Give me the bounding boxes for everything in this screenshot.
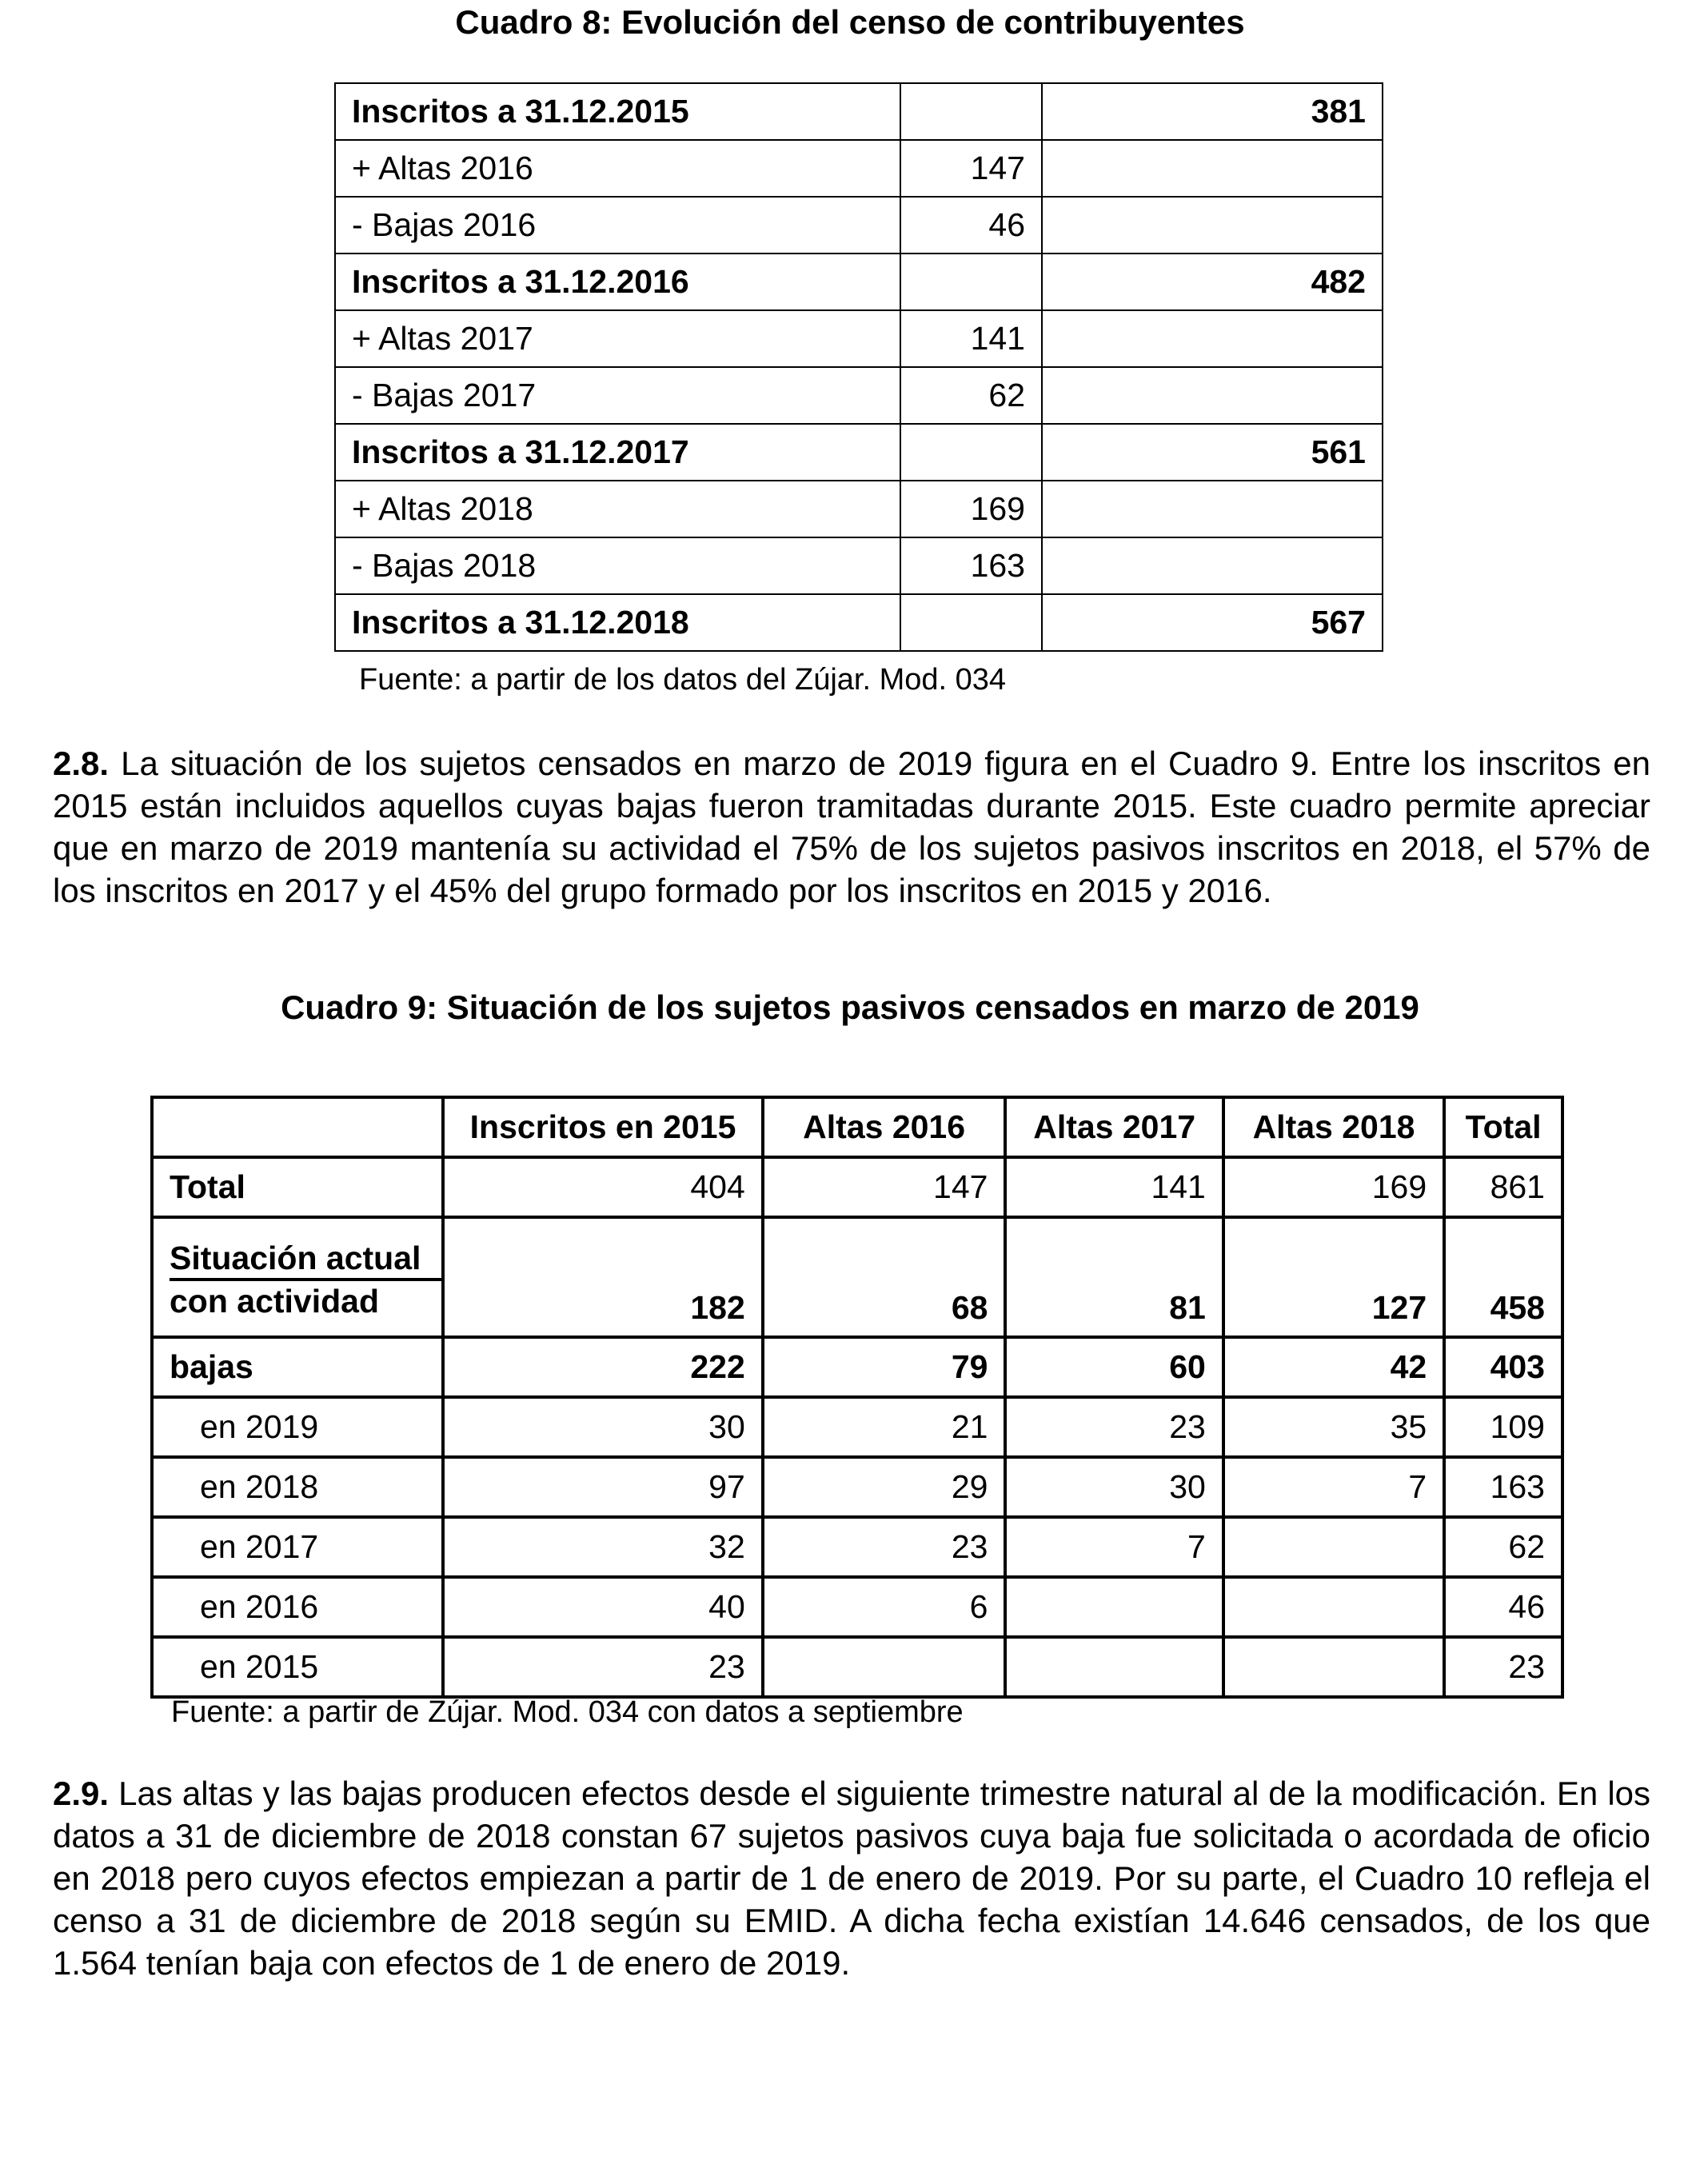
table-cell: 42 bbox=[1223, 1337, 1444, 1397]
table-cell: 32 bbox=[443, 1517, 762, 1577]
table-cell: 7 bbox=[1223, 1457, 1444, 1517]
table-cell: 46 bbox=[1444, 1577, 1562, 1637]
cuadro8-table bbox=[334, 82, 1383, 652]
header-cell: Altas 2016 bbox=[763, 1097, 1006, 1157]
table-cell bbox=[900, 594, 1042, 651]
table-cell: 141 bbox=[900, 310, 1042, 367]
table-cell bbox=[763, 1637, 1006, 1697]
table-cell: 169 bbox=[1223, 1157, 1444, 1217]
table-row-bajas bbox=[152, 1337, 1562, 1397]
table-row bbox=[335, 197, 1383, 254]
row-label: en 2015 bbox=[152, 1637, 443, 1697]
table-cell bbox=[1042, 537, 1383, 594]
row-label: en 2016 bbox=[152, 1577, 443, 1637]
row-label-line: con actividad bbox=[170, 1283, 380, 1320]
cuadro9-table bbox=[150, 1096, 1564, 1699]
row-label: - Bajas 2016 bbox=[335, 197, 900, 254]
table-cell: 7 bbox=[1005, 1517, 1223, 1577]
row-label: + Altas 2017 bbox=[335, 310, 900, 367]
table-cell: 381 bbox=[1042, 83, 1383, 140]
cuadro9-title: Cuadro 9: Situación de los sujetos pasivos censados en marzo de 2019 bbox=[281, 988, 1419, 1026]
paragraph-2-8 bbox=[53, 742, 1650, 912]
row-label: bajas bbox=[152, 1337, 443, 1397]
table-cell: 68 bbox=[763, 1217, 1006, 1337]
row-label-line: Situación actual bbox=[170, 1238, 445, 1281]
table-cell: 147 bbox=[900, 140, 1042, 197]
table-cell: 182 bbox=[443, 1217, 762, 1337]
table-row bbox=[335, 594, 1383, 651]
table-row bbox=[335, 310, 1383, 367]
table-cell bbox=[900, 254, 1042, 310]
row-label: Total bbox=[152, 1157, 443, 1217]
table-row bbox=[152, 1457, 1562, 1517]
table-cell: 30 bbox=[443, 1397, 762, 1457]
cuadro8-source: Fuente: a partir de los datos del Zújar. Mod. 034 bbox=[359, 663, 1007, 697]
table-cell bbox=[1005, 1637, 1223, 1697]
paragraph-2-9 bbox=[53, 1772, 1650, 1984]
table-cell: 46 bbox=[900, 197, 1042, 254]
table-cell bbox=[1042, 481, 1383, 537]
table-row bbox=[152, 1577, 1562, 1637]
table-cell: 21 bbox=[763, 1397, 1006, 1457]
table-cell: 147 bbox=[763, 1157, 1006, 1217]
table-cell: 23 bbox=[763, 1517, 1006, 1577]
table-cell bbox=[1042, 310, 1383, 367]
row-label: en 2017 bbox=[152, 1517, 443, 1577]
table-cell: 35 bbox=[1223, 1397, 1444, 1457]
table-header-row bbox=[152, 1097, 1562, 1157]
table-row bbox=[335, 537, 1383, 594]
header-cell bbox=[152, 1097, 443, 1157]
row-label: + Altas 2016 bbox=[335, 140, 900, 197]
row-label: - Bajas 2018 bbox=[335, 537, 900, 594]
table-row bbox=[335, 83, 1383, 140]
table-cell: 561 bbox=[1042, 424, 1383, 481]
header-cell: Altas 2018 bbox=[1223, 1097, 1444, 1157]
table-cell: 81 bbox=[1005, 1217, 1223, 1337]
cuadro9-source: Fuente: a partir de Zújar. Mod. 034 con datos a septiembre bbox=[171, 1695, 964, 1729]
table-cell: 222 bbox=[443, 1337, 762, 1397]
table-cell: 6 bbox=[763, 1577, 1006, 1637]
table-row bbox=[335, 254, 1383, 310]
table-cell: 60 bbox=[1005, 1337, 1223, 1397]
table-cell bbox=[1042, 140, 1383, 197]
row-label: Inscritos a 31.12.2015 bbox=[335, 83, 900, 140]
table-cell: 62 bbox=[1444, 1517, 1562, 1577]
row-label-situacion bbox=[152, 1217, 443, 1337]
table-cell: 163 bbox=[1444, 1457, 1562, 1517]
table-cell: 127 bbox=[1223, 1217, 1444, 1337]
table-cell: 404 bbox=[443, 1157, 762, 1217]
row-label: Inscritos a 31.12.2018 bbox=[335, 594, 900, 651]
table-cell: 567 bbox=[1042, 594, 1383, 651]
table-cell: 97 bbox=[443, 1457, 762, 1517]
header-cell: Inscritos en 2015 bbox=[443, 1097, 762, 1157]
table-row bbox=[335, 481, 1383, 537]
row-label: en 2019 bbox=[152, 1397, 443, 1457]
table-cell: 23 bbox=[1444, 1637, 1562, 1697]
table-cell bbox=[1223, 1517, 1444, 1577]
table-cell bbox=[900, 424, 1042, 481]
table-row bbox=[152, 1517, 1562, 1577]
table-cell: 29 bbox=[763, 1457, 1006, 1517]
row-label: Inscritos a 31.12.2017 bbox=[335, 424, 900, 481]
paragraph-number: 2.8. bbox=[53, 745, 110, 782]
paragraph-number: 2.9. bbox=[53, 1775, 110, 1812]
row-label: en 2018 bbox=[152, 1457, 443, 1517]
header-cell: Altas 2017 bbox=[1005, 1097, 1223, 1157]
table-cell: 30 bbox=[1005, 1457, 1223, 1517]
table-row bbox=[152, 1637, 1562, 1697]
table-cell: 403 bbox=[1444, 1337, 1562, 1397]
table-cell bbox=[1042, 367, 1383, 424]
table-row bbox=[152, 1397, 1562, 1457]
cuadro8-title: Cuadro 8: Evolución del censo de contribuyentes bbox=[455, 3, 1245, 41]
table-row-total bbox=[152, 1157, 1562, 1217]
table-cell: 109 bbox=[1444, 1397, 1562, 1457]
table-row bbox=[335, 140, 1383, 197]
table-cell: 141 bbox=[1005, 1157, 1223, 1217]
table-cell: 23 bbox=[1005, 1397, 1223, 1457]
table-cell bbox=[1042, 197, 1383, 254]
table-row-actividad bbox=[152, 1217, 1562, 1337]
row-label: - Bajas 2017 bbox=[335, 367, 900, 424]
table-cell bbox=[1223, 1637, 1444, 1697]
table-row bbox=[335, 367, 1383, 424]
table-cell: 458 bbox=[1444, 1217, 1562, 1337]
header-cell: Total bbox=[1444, 1097, 1562, 1157]
paragraph-text: Las altas y las bajas producen efectos desde el siguiente trimestre natural al de la modificación. En los datos a 31 de diciembre de 2018 constan 67 sujetos pasivos cuya baja fue solicitada o acordada de oficio en 2018 pero cuyos efectos empiezan a partir de 1 de enero de 2019. Por su parte, el Cuadro 10 refleja el censo a 31 de diciembre de 2018 según su EMID. A dicha fecha existían 14.646 censados, de los que 1.564 tenían baja con efectos de 1 de enero de 2019. bbox=[53, 1775, 1651, 1982]
row-label: Inscritos a 31.12.2016 bbox=[335, 254, 900, 310]
table-cell: 169 bbox=[900, 481, 1042, 537]
paragraph-text: La situación de los sujetos censados en marzo de 2019 figura en el Cuadro 9. Entre los inscritos en 2015 están incluidos aquellos cuyas bajas fueron tramitadas durante 2015. Este cuadro permite apreciar que en marzo de 2019 mantenía su actividad el 75% de los sujetos pasivos inscritos en 2018, el 57% de los inscritos en 2017 y el 45% del grupo formado por los inscritos en 2015 y 2016. bbox=[53, 745, 1650, 909]
table-row bbox=[335, 424, 1383, 481]
table-cell bbox=[900, 83, 1042, 140]
table-cell: 79 bbox=[763, 1337, 1006, 1397]
table-cell: 62 bbox=[900, 367, 1042, 424]
table-cell: 861 bbox=[1444, 1157, 1562, 1217]
table-cell: 40 bbox=[443, 1577, 762, 1637]
table-cell: 482 bbox=[1042, 254, 1383, 310]
table-cell bbox=[1223, 1577, 1444, 1637]
table-cell bbox=[1005, 1577, 1223, 1637]
table-cell: 23 bbox=[443, 1637, 762, 1697]
row-label: + Altas 2018 bbox=[335, 481, 900, 537]
table-cell: 163 bbox=[900, 537, 1042, 594]
